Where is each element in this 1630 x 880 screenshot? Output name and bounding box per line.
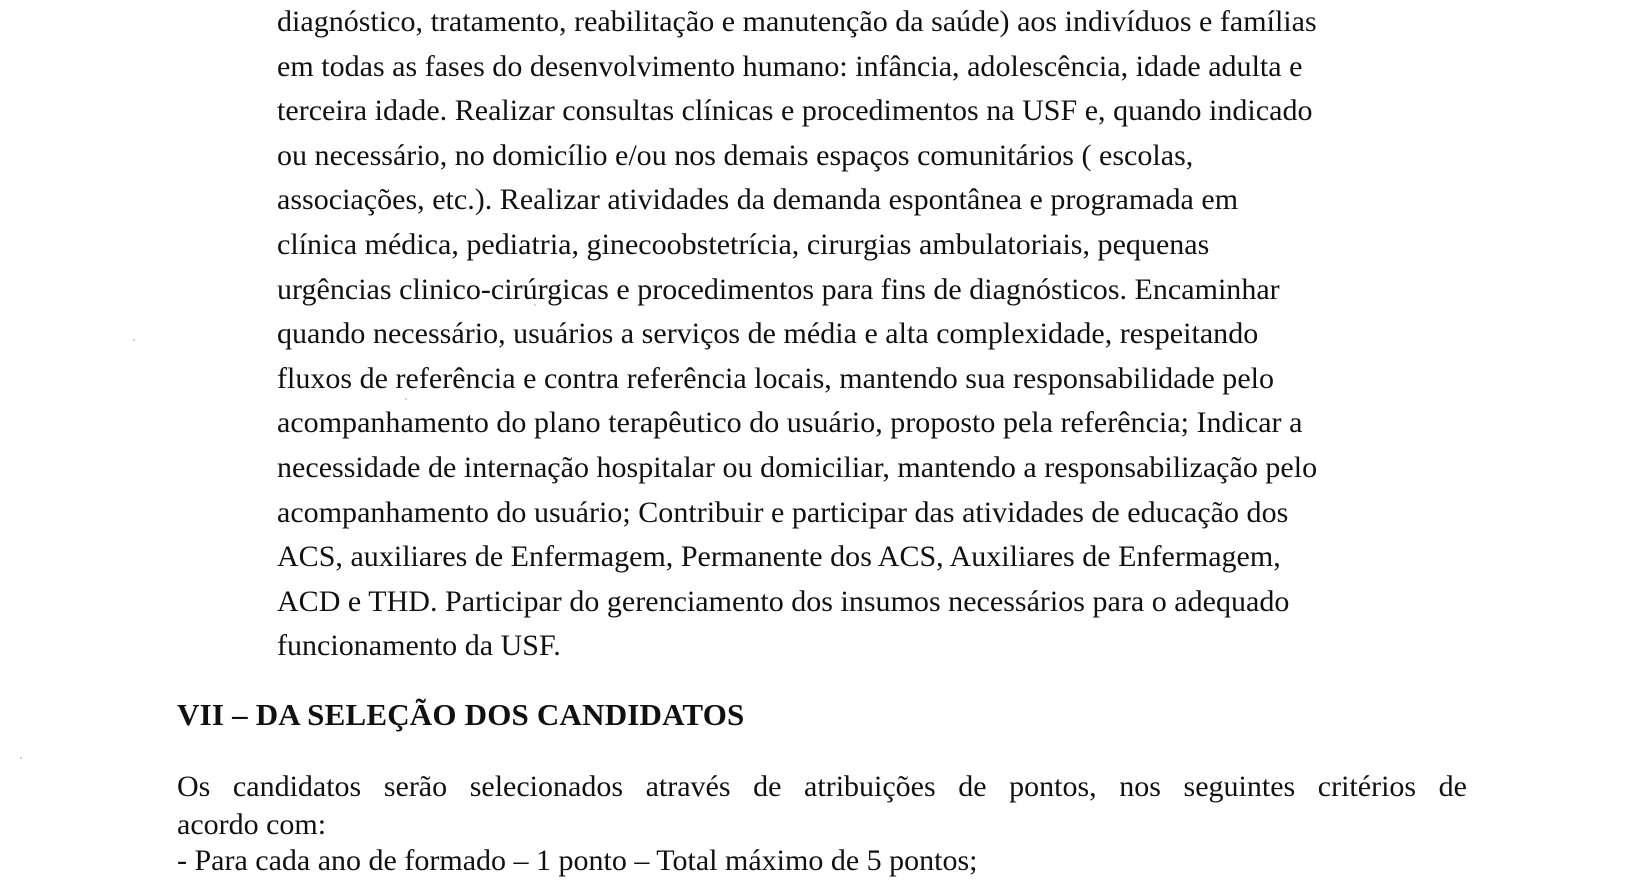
paragraph-line: clínica médica, pediatria, ginecoobstetrícia, cirurgias ambulatoriais, pequenas — [277, 227, 1210, 261]
paragraph-line: terceira idade. Realizar consultas clínicas e procedimentos na USF e, quando indicado — [277, 94, 1313, 128]
paragraph-line: funcionamento da USF. — [277, 629, 561, 663]
paragraph-line: ACD e THD. Participar do gerenciamento dos insumos necessários para o adequado — [277, 584, 1290, 618]
paragraph-line: em todas as fases do desenvolvimento humano: infância, adolescência, idade adulta e — [277, 49, 1303, 83]
paragraph-line: acompanhamento do plano terapêutico do usuário, proposto pela referência; Indicar a — [277, 406, 1303, 440]
paragraph-line: urgências clinico-cirúrgicas e procedimentos para fins de diagnósticos. Encaminhar — [277, 272, 1280, 306]
intro-line: Os candidatos serão selecionados através de atribuições de pontos, nos seguintes critérios de — [177, 770, 1467, 803]
scan-speck — [133, 339, 135, 341]
paragraph-line: ou necessário, no domicílio e/ou nos demais espaços comunitários ( escolas, — [277, 138, 1194, 172]
intro-line: acordo com: — [177, 808, 327, 841]
selection-intro-paragraph — [177, 768, 1467, 844]
paragraph-line: fluxos de referência e contra referência locais, mantendo sua responsabilidade pelo — [277, 361, 1275, 395]
paragraph-line: acompanhamento do usuário; Contribuir e participar das atividades de educação dos — [277, 495, 1289, 529]
paragraph-line: ACS, auxiliares de Enfermagem, Permanente dos ACS, Auxiliares de Enfermagem, — [277, 540, 1281, 574]
paragraph-line: associações, etc.). Realizar atividades da demanda espontânea e programada em — [277, 183, 1239, 217]
scan-speck — [20, 757, 22, 759]
paragraph-line: quando necessário, usuários a serviços de média e alta complexidade, respeitando — [277, 317, 1259, 351]
job-description-paragraph — [277, 0, 1477, 669]
criteria-item: - Para cada ano de formado – 1 ponto – Total máximo de 5 pontos; — [177, 844, 978, 877]
section-heading: VII – DA SELEÇÃO DOS CANDIDATOS — [177, 697, 745, 732]
paragraph-line: diagnóstico, tratamento, reabilitação e manutenção da saúde) aos indivíduos e famílias — [277, 5, 1317, 38]
paragraph-line: necessidade de internação hospitalar ou domiciliar, mantendo a responsabilização pelo — [277, 450, 1318, 484]
